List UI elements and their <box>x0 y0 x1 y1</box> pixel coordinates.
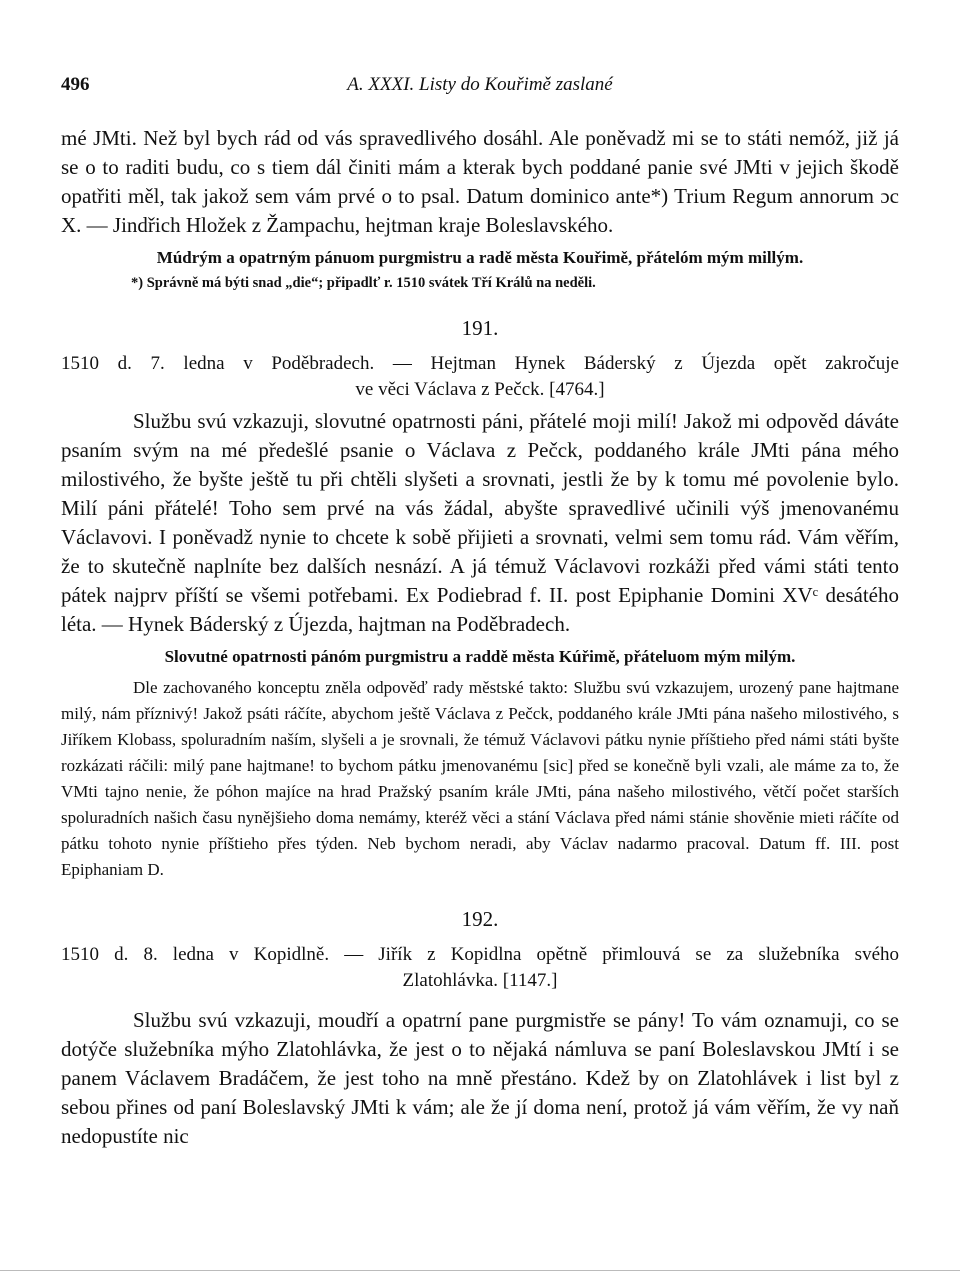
footnote: *) Správně má býti snad „die“; připadlť r. 1510 svátek Tří Králů na neděli. <box>131 275 596 291</box>
letter-192-text: Službu svú vzkazuji, moudří a opatrní pane purgmistře se pány! To vám oznamuji, co se dotýče služebníka mýho Zlatohlávka, že jest o to nějaká námluva se paní Boleslavskou JMtí i se panem Václavem Bradáčem, že jest toho na mně přestáno. Kdež by on Zlatohlávek i list byl z sebou přines od paní Boleslavský JMti k vám; ale že jí doma není, protož já vám věřím, že vy naň nedopustíte nic <box>61 1008 899 1148</box>
regest-192 <box>61 942 899 994</box>
prev-letter-address: Múdrým a opatrným pánuom purgmistru a radě města Kouřimě, přátelóm mým millým. <box>156 248 804 267</box>
letter-191-text: Službu svú vzkazuji, slovutné opatrnosti páni, přátelé moji milí! Jakož mi odpověd dáváte psaním svým na mé předešlé psanie o Václava z Pečck, poddaného krále JMti pána mého milostivého, že byšte ještě tu při chtěli slyšeti a srovnati, jestli že by k tomu mé povolenie bylo. Milí páni přátelé! Toho sem prvé na vás žádal, abyšte spravedlivé učinili výš jmenovanému Václavovi. I poněvadž nynie to chcete k sobě přijieti a srovnati, velmi sem tomu rád. Vám věřím, že to skutečně naplníte bez dalších nesnází. A já témuž Václavovi rozkáži před vámi státi tento pátek najprv příští se všemi potřebami. Ex Podiebrad f. II. post Epiphanie Domini XVᶜ desátého léta. — Hynek Báderský z Újezda, hajtman na Poděbradech. <box>61 409 899 636</box>
regest-191-line2: ve věci Václava z Pečck. [4764.] <box>355 379 605 400</box>
running-head: A. XXXI. Listy do Kouřimě zaslané <box>347 74 613 95</box>
prev-letter-text: mé JMti. Než byl bych rád od vás spravedlivého dosáhl. Ale poněvadž mi se to státi nemóž, již já se o to raditi budu, co s tiem dál činiti mám a kterak bych poddané panie své JMti v jejich škodě opatřiti měl, tak jakož sem vám prvé o to psal. Datum dominico ante*) Trium Regum annorum ɔc X. — Jindřich Hložek z Žampachu, hejtman kraje Boleslavského. <box>61 126 899 237</box>
document-number-192: 192. <box>461 907 499 931</box>
letter-191-note: Dle zachovaného konceptu zněla odpověď rady městské takto: Službu svú vzkazujem, urozený pane hajtmane milý, nám příznivý! Jakož psáti ráčíte, abychom ještě Václava z Pečck, poddaného krále JMti pána našeho milostivého, s Jiříkem Klobass, spoluradním naším, slyšeli a je srovnali, že témuž Václavovi pátku nynie příštieho před námi státi byšte rozkázati ráčili: milý pane hajtmane! to bychom pátku jmenovanému [sic] před se konečně byli vzali, ale máme za to, že VMti tajno nenie, že póhon majíce na hrad Pražský psaním krále JMti, pána našeho milostivého, větčí počet starších spoluradních našich času nynějšieho doma nemámy, kteréž věci a stání Václava před námi stánie shověnie mieti ráčíte od pátku tohoto nynie příštieho přes týden. Neb bychom neradi, aby Václav nadarmo pracoval. Datum ff. III. post Epiphaniam D. <box>61 678 899 879</box>
page-content <box>61 124 899 1151</box>
regest-191 <box>61 351 899 403</box>
letter-191-address: Slovutné opatrnosti pánóm purgmistru a raddě města Kúřimě, přáteluom mým milým. <box>164 647 796 666</box>
regest-192-line2: Zlatohlávka. [1147.] <box>402 970 558 991</box>
regest-191-line1: 1510 d. 7. ledna v Poděbradech. — Hejtman Hynek Báderský z Újezda opět zakročuje <box>61 353 899 374</box>
page-bottom-edge <box>0 1270 960 1271</box>
page-number: 496 <box>61 74 90 95</box>
document-number-191: 191. <box>461 316 499 340</box>
regest-192-line1: 1510 d. 8. ledna v Kopidlně. — Jiřík z Kopidlna opětně přimlouvá se za služebníka svého <box>61 944 899 965</box>
page-header <box>61 74 899 102</box>
